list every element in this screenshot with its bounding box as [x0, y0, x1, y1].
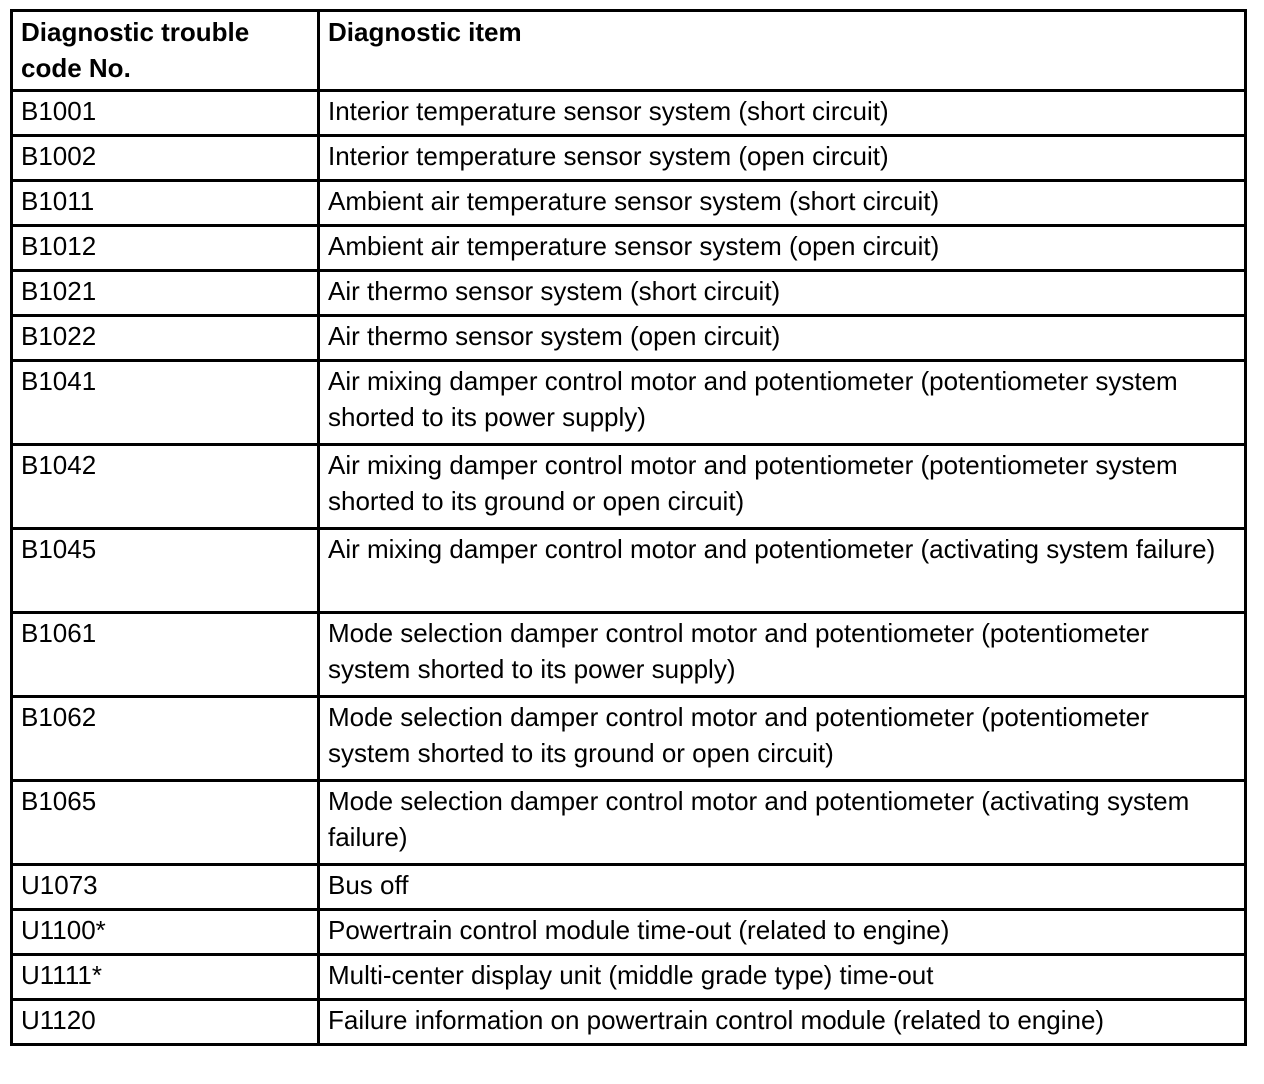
diagnostic-item-cell: Interior temperature sensor system (open circuit)	[319, 136, 1246, 181]
trouble-code-cell: B1001	[12, 91, 319, 136]
header-item-column: Diagnostic item	[319, 11, 1246, 91]
trouble-code-cell: B1012	[12, 226, 319, 271]
header-code-column: Diagnostic trouble code No.	[12, 11, 319, 91]
trouble-code-cell: B1022	[12, 316, 319, 361]
trouble-code-cell: U1120	[12, 1000, 319, 1045]
diagnostic-item-cell: Air mixing damper control motor and potentiometer (activating system failure)	[319, 529, 1246, 613]
trouble-code-cell: B1042	[12, 445, 319, 529]
trouble-code-cell: B1011	[12, 181, 319, 226]
diagnostic-item-cell: Bus off	[319, 865, 1246, 910]
trouble-code-cell: B1002	[12, 136, 319, 181]
table-row	[12, 955, 1246, 1000]
diagnostic-trouble-code-table	[10, 9, 1247, 1046]
trouble-code-cell: B1045	[12, 529, 319, 613]
table-row	[12, 226, 1246, 271]
table-row	[12, 781, 1246, 865]
table-row	[12, 529, 1246, 613]
trouble-code-cell: B1021	[12, 271, 319, 316]
table-row	[12, 271, 1246, 316]
table-header-row	[12, 11, 1246, 91]
diagnostic-item-cell: Ambient air temperature sensor system (short circuit)	[319, 181, 1246, 226]
table-row	[12, 136, 1246, 181]
trouble-code-cell: U1111*	[12, 955, 319, 1000]
table-row	[12, 910, 1246, 955]
table-row	[12, 361, 1246, 445]
table-row	[12, 91, 1246, 136]
trouble-code-cell: U1073	[12, 865, 319, 910]
diagnostic-item-cell: Interior temperature sensor system (short circuit)	[319, 91, 1246, 136]
table-row	[12, 181, 1246, 226]
diagnostic-item-cell: Air mixing damper control motor and potentiometer (potentiometer system shorted to its power supply)	[319, 361, 1246, 445]
trouble-code-cell: B1065	[12, 781, 319, 865]
table-row	[12, 613, 1246, 697]
diagnostic-item-cell: Air thermo sensor system (short circuit)	[319, 271, 1246, 316]
trouble-code-cell: B1062	[12, 697, 319, 781]
diagnostic-item-cell: Air thermo sensor system (open circuit)	[319, 316, 1246, 361]
diagnostic-item-cell: Mode selection damper control motor and potentiometer (potentiometer system shorted to its ground or open circuit)	[319, 697, 1246, 781]
table-row	[12, 1000, 1246, 1045]
table-row	[12, 316, 1246, 361]
trouble-code-cell: B1041	[12, 361, 319, 445]
diagnostic-item-cell: Multi-center display unit (middle grade type) time-out	[319, 955, 1246, 1000]
trouble-code-cell: U1100*	[12, 910, 319, 955]
diagnostic-item-cell: Powertrain control module time-out (related to engine)	[319, 910, 1246, 955]
diagnostic-item-cell: Air mixing damper control motor and potentiometer (potentiometer system shorted to its ground or open circuit)	[319, 445, 1246, 529]
diagnostic-item-cell: Ambient air temperature sensor system (open circuit)	[319, 226, 1246, 271]
table-row	[12, 697, 1246, 781]
diagnostic-item-cell: Failure information on powertrain control module (related to engine)	[319, 1000, 1246, 1045]
trouble-code-cell: B1061	[12, 613, 319, 697]
table-row	[12, 445, 1246, 529]
diagnostic-item-cell: Mode selection damper control motor and potentiometer (activating system failure)	[319, 781, 1246, 865]
table-row	[12, 865, 1246, 910]
diagnostic-item-cell: Mode selection damper control motor and potentiometer (potentiometer system shorted to its power supply)	[319, 613, 1246, 697]
